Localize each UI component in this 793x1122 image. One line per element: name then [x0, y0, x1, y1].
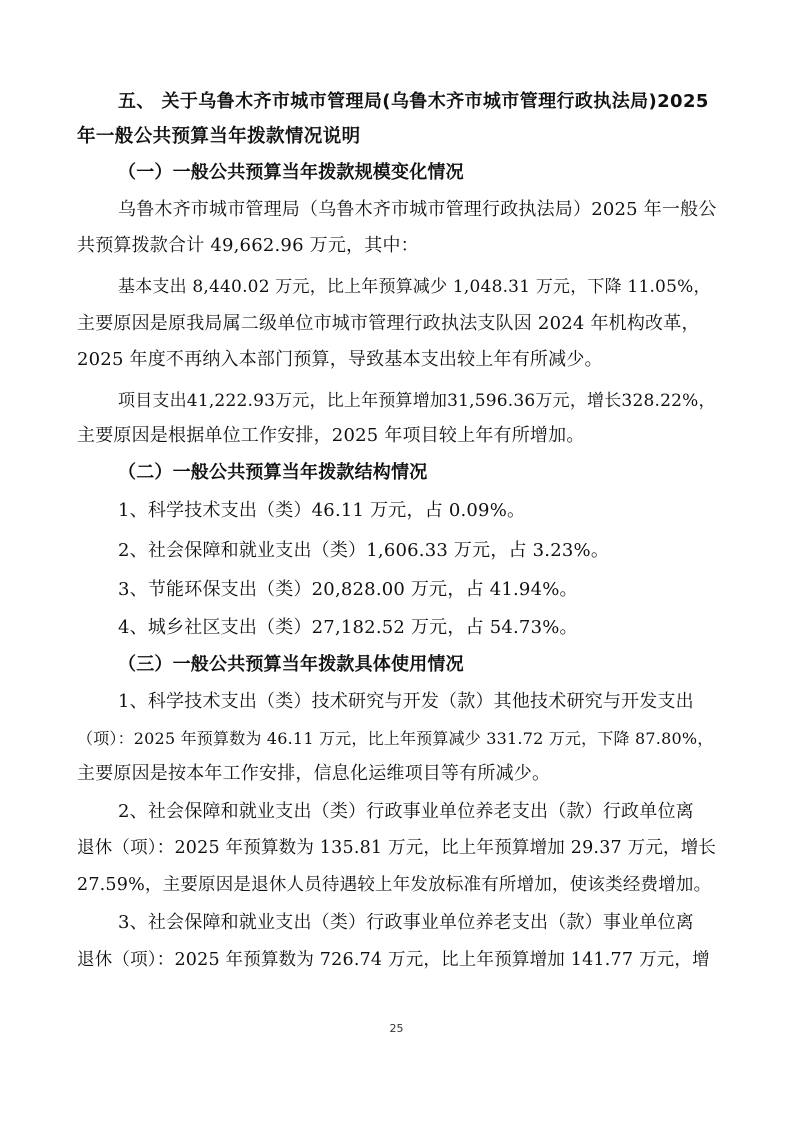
paragraph-line: 3、社会保障和就业支出（类）行政事业单位养老支出（款）事业单位离 [118, 912, 694, 933]
paragraph-line: （项）：2025 年预算数为 46.11 万元，比上年预算减少 331.72 万元，下降 87.80%， [77, 729, 714, 748]
subsection1-heading: （一）一般公共预算当年拨款规模变化情况 [118, 162, 464, 183]
paragraph-line: 2、社会保障和就业支出（类）行政事业单位养老支出（款）行政单位离 [118, 801, 694, 822]
list-item: 2、社会保障和就业支出（类）1,606.33 万元，占 3.23%。 [118, 540, 610, 561]
paragraph-line: 主要原因是根据单位工作安排，2025 年项目较上年有所增加。 [77, 425, 585, 446]
subsection3-heading: （三）一般公共预算当年拨款具体使用情况 [118, 654, 464, 675]
list-item: 3、节能环保支出（类）20,828.00 万元，占 41.94%。 [118, 579, 578, 600]
subsection2-heading: （二）一般公共预算当年拨款结构情况 [118, 462, 428, 483]
page-number: 25 [389, 1022, 404, 1035]
section-title-line1: 五、 关于乌鲁木齐市城市管理局(乌鲁木齐市城市管理行政执法局)2025 [118, 91, 709, 112]
paragraph-line: 27.59%，主要原因是退休人员待遇较上年发放标准有所增加，使该类经费增加。 [77, 875, 712, 895]
section-title-line2: 年一般公共预算当年拨款情况说明 [77, 126, 361, 147]
paragraph-line: 主要原因是原我局属二级单位市城市管理行政执法支队因 2024 年机构改革， [77, 313, 700, 334]
paragraph-line: 基本支出 8,440.02 万元，比上年预算减少 1,048.31 万元，下降 11.05%， [118, 277, 711, 297]
paragraph-line: 2025 年度不再纳入本部门预算，导致基本支出较上年有所减少。 [77, 349, 603, 370]
paragraph-line: 项目支出41,222.93万元，比上年预算增加31,596.36万元，增长328.22%， [118, 391, 716, 411]
list-item: 4、城乡社区支出（类）27,182.52 万元，占 54.73%。 [118, 617, 578, 638]
paragraph-line: 1、科学技术支出（类）技术研究与开发（款）其他技术研究与开发支出 [118, 691, 694, 712]
paragraph-line: 退休（项）：2025 年预算数为 726.74 万元，比上年预算增加 141.77 万元，增 [77, 950, 710, 970]
paragraph-line: 主要原因是按本年工作安排，信息化运维项目等有所减少。 [77, 763, 551, 784]
paragraph-line: 退休（项）：2025 年预算数为 135.81 万元，比上年预算增加 29.37 万元，增长 [77, 838, 717, 858]
paragraph-line: 乌鲁木齐市城市管理局（乌鲁木齐市城市管理行政执法局）2025 年一般公 [118, 199, 717, 220]
paragraph-line: 共预算拨款合计 49,662.96 万元，其中： [77, 235, 419, 256]
list-item: 1、科学技术支出（类）46.11 万元，占 0.09%。 [118, 500, 526, 521]
